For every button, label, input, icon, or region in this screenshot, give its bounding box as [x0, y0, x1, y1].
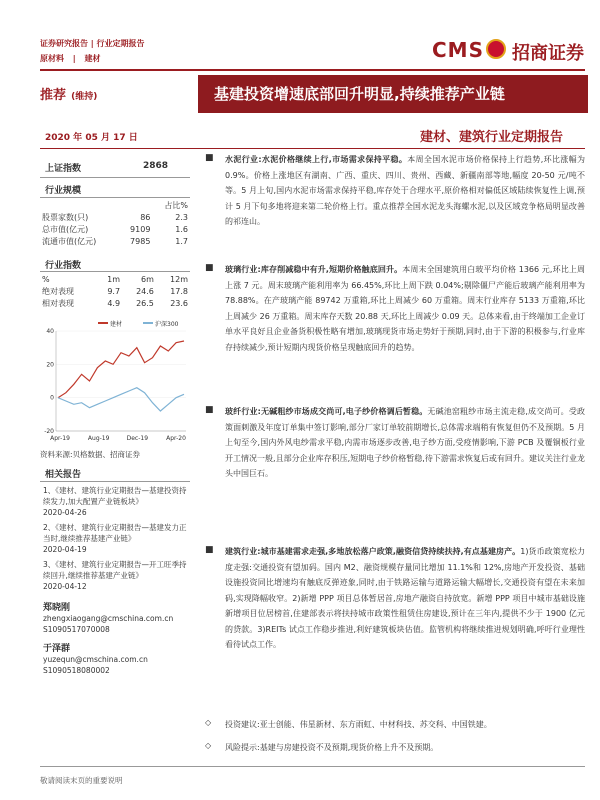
legend-label: 沪深300 [155, 321, 179, 328]
table-row [40, 223, 190, 235]
footer-note: 敬请阅读末页的重要说明 [40, 776, 123, 785]
index-label: 上证指数 [45, 164, 82, 174]
chart-source: 资料来源:贝格数据、招商证券 [40, 450, 141, 459]
analyst-email: zhengxiaogang@cmschina.com.cn [43, 614, 174, 623]
x-tick-label: Aug-19 [87, 435, 110, 442]
rating [40, 84, 97, 103]
footer-rule [40, 766, 585, 767]
industry-scale-title: 行业规模 [45, 186, 82, 196]
title-bar [198, 75, 588, 113]
cell-pct: 2.3 [175, 212, 188, 222]
table-row [40, 235, 190, 247]
table-row [40, 211, 190, 223]
legend-label: 建材 [110, 321, 123, 328]
industry-scale-table [40, 199, 190, 247]
section-head: 玻纤行业:无碱粗纱市场成交尚可,电子纱价格调后暂稳。 [225, 407, 428, 416]
bullet-square: ■ [205, 153, 214, 163]
divider [40, 197, 190, 198]
report-type: 证券研究报告 [40, 39, 88, 48]
cell-value: 26.5 [136, 298, 154, 308]
scale-col-header: 占比% [164, 200, 188, 210]
rating-label: 推荐 [40, 88, 67, 103]
section-body: 本周末全国建筑用白玻平均价格 1366 元,环比上周上涨 7 元。周末玻璃产能利用率为 66.45%,环比上周下跌 0.04%;剔除僵尸产能后玻璃产能利用率为 78.88%。在产玻璃产能 89742 万重箱,环比上周减少 60 万重箱。周末行业库存 5133 万重箱,环比上周减少 26 万重箱。周末库存天数 20.88 天,环比上周减少 0.09 天。总体来看,由于终端加工企业订单水平良好且企业备货积极性略有增加,玻璃现货市场走势好于预期,同时,由于下游的积极参与,行业库存持续减少,预计短期内现货价格呈现触底回升的趋势。 [225, 265, 585, 352]
related-date: 2020-04-26 [43, 508, 87, 517]
analyst-cert: S1090517070008 [43, 625, 110, 634]
section-head: 水泥行业:水泥价格继续上行,市场需求保持平稳。 [225, 155, 408, 164]
header-cell: 6m [140, 274, 154, 284]
cell-label: 股票家数(只) [42, 212, 89, 222]
header-cell: % [42, 274, 50, 284]
cell-label: 总市值(亿元) [42, 224, 89, 234]
header-cell: 12m [170, 274, 188, 284]
y-tick-label: 20 [46, 361, 54, 369]
cell-value: 4.9 [107, 298, 121, 308]
section-body: 本周全国水泥市场价格保持上行趋势,环比涨幅为 0.9%。价格上涨地区有湖南、广西、重庆、四川、贵州、西藏、新疆南部等地,幅度 20-50 元/吨不等。5 月上旬,国内水泥市场需求保持平稳,库存处于合理水平,原价格相对偏低区域陆续恢复性上调,预计 5 月下旬多地将迎来第二轮价格上行。重点推荐全国水泥龙头海螺水泥,以及区域竞争格局明显改善的祁连山。 [225, 155, 585, 226]
cell-value: 9109 [130, 224, 151, 234]
cell-value: 17.8 [170, 286, 188, 296]
divider [40, 481, 190, 482]
table-header [40, 273, 190, 285]
y-tick-label: 40 [46, 328, 54, 335]
cell-value: 24.6 [136, 286, 154, 296]
logo-badge-icon [486, 39, 506, 59]
logo-cms-text: CMS [432, 38, 484, 62]
section-body: 无碱池窑粗纱市场主流走稳,成交尚可。受政策面刺激及年度订单集中签订影响,部分厂家订单较前期增长,总体需求端稍有恢复但仍不及预期。5 月上旬至今,国内外风电纱需求平稳,内需市场逐步改善,电子纱方面,受疫情影响,下游 PCB 及覆铜板行业开工情况一般,且部分企业库存积压,短期电子纱价格暂稳,待下游需求恢复后或有回升。建议关注行业龙头中国巨石。 [225, 407, 585, 478]
related-text: 2、《建材、建筑行业定期报告—基建发力正当时,继续推荐基建产业链》 [43, 523, 187, 543]
cell-pct: 1.7 [175, 236, 188, 246]
header-separator: | [90, 39, 94, 48]
x-tick-label: Apr-20 [166, 435, 186, 442]
related-date: 2020-04-19 [43, 545, 87, 554]
y-tick-label: 0 [50, 394, 54, 402]
section-head: 玻璃行业:库存削减稳中有升,短期价格触底回升。 [225, 265, 403, 274]
industry-index-title: 行业指数 [45, 261, 82, 271]
analyst-email: yuzequn@cmschina.com.cn [43, 655, 148, 664]
index-value: 2868 [143, 161, 169, 171]
section-head: 建筑行业:城市基建需求走强,多地放松落户政策,融资信贷持续扶持,有点基建房产。 [225, 547, 521, 556]
industry-name: 建材 [84, 54, 101, 63]
risk-warning: 风险提示:基建与房建投资不及预期,现货价格上升不及预期。 [225, 743, 439, 752]
related-title: 相关报告 [45, 470, 82, 480]
cell-label: 相对表现 [42, 298, 74, 308]
cell-value: 86 [140, 212, 151, 222]
related-item [43, 559, 188, 592]
bullet-square: ■ [205, 545, 214, 555]
index-row [45, 161, 190, 174]
cell-pct: 1.6 [175, 224, 188, 234]
related-text: 1、《建材、建筑行业定期报告—基建投资持续发力,加大配置产业链板块》 [43, 486, 187, 506]
performance-chart [40, 315, 190, 445]
bullet-diamond: ◇ [205, 741, 212, 750]
related-text: 3、《建材、建筑行业定期报告—开工旺季持续回升,继续推荐基建产业链》 [43, 560, 187, 580]
analyst-name: 于泽群 [43, 644, 71, 654]
divider [40, 271, 190, 272]
cell-label: 绝对表现 [42, 286, 74, 296]
investment-advice: 投资建议:亚士创能、伟星新材、东方雨虹、中材科技、苏交科、中国铁建。 [225, 720, 492, 729]
x-tick-label: Dec-19 [126, 435, 149, 442]
report-subtitle: 建材、建筑行业定期报告 [420, 130, 564, 145]
related-item [43, 522, 188, 555]
header-rule [40, 69, 585, 71]
report-category: 行业定期报告 [96, 39, 145, 48]
table-row [40, 297, 190, 309]
section-glass [225, 262, 585, 355]
subtitle-rule [40, 148, 585, 149]
cell-label: 流通市值(亿元) [42, 236, 97, 246]
header-separator: | [72, 54, 76, 63]
x-tick-label: Apr-19 [50, 435, 70, 442]
section-construction [225, 544, 585, 653]
series-line [58, 341, 184, 398]
analyst-name: 郑晓刚 [43, 603, 71, 613]
related-item [43, 485, 188, 518]
bullet-diamond: ◇ [205, 718, 212, 727]
header-cell: 1m [107, 274, 121, 284]
logo-cn-text: 招商证券 [512, 43, 584, 64]
report-title: 基建投资增速底部回升明显,持续推荐产业链 [214, 85, 505, 103]
cms-logo [432, 36, 592, 64]
divider [40, 177, 190, 178]
cell-value: 23.6 [170, 298, 188, 308]
related-date: 2020-04-12 [43, 582, 87, 591]
series-line [58, 388, 184, 411]
section-cement [225, 152, 585, 230]
rating-sub: (维持) [71, 92, 98, 102]
bullet-square: ■ [205, 263, 214, 273]
section-fiberglass [225, 404, 585, 482]
analyst-cert: S1090518080002 [43, 666, 110, 675]
cell-value: 7985 [130, 236, 151, 246]
report-date: 2020 年 05 月 17 日 [45, 133, 138, 143]
bullet-square: ■ [205, 405, 214, 415]
cell-value: 9.7 [107, 286, 121, 296]
table-row [40, 285, 190, 297]
related-list [43, 485, 188, 592]
section-body: 1)货币政策宽松力度走强:交通投资有望加码。国内 M2、融资规模存量同比增加 11.1%和 12%,房地产开发投资、基础设施投资同比增速均有触底反弹迹象,同时,由于铁路运输与道路运输大幅增长,交通投资有望在未来加码,实现降幅收窄。2)新增 PPP 项目总体暂居首,房地产融资自持放宽。新增 PPP 项目中城市基础设施新增项目位居榜首,住建部表示将扶持城市政策性租赁住房建设,预计在三年内,提供不少于 1900 亿元的贷款。3)REITs 试点工作稳步推进,利好建筑板块估值。监管机构将继续推进规划明确,呼吁行业理性看待试点工作。 [225, 547, 585, 649]
industry-index-table [40, 273, 190, 309]
industry-parent: 原材料 [40, 54, 64, 63]
y-tick-label: -20 [44, 428, 54, 435]
analyst-block [43, 600, 190, 676]
